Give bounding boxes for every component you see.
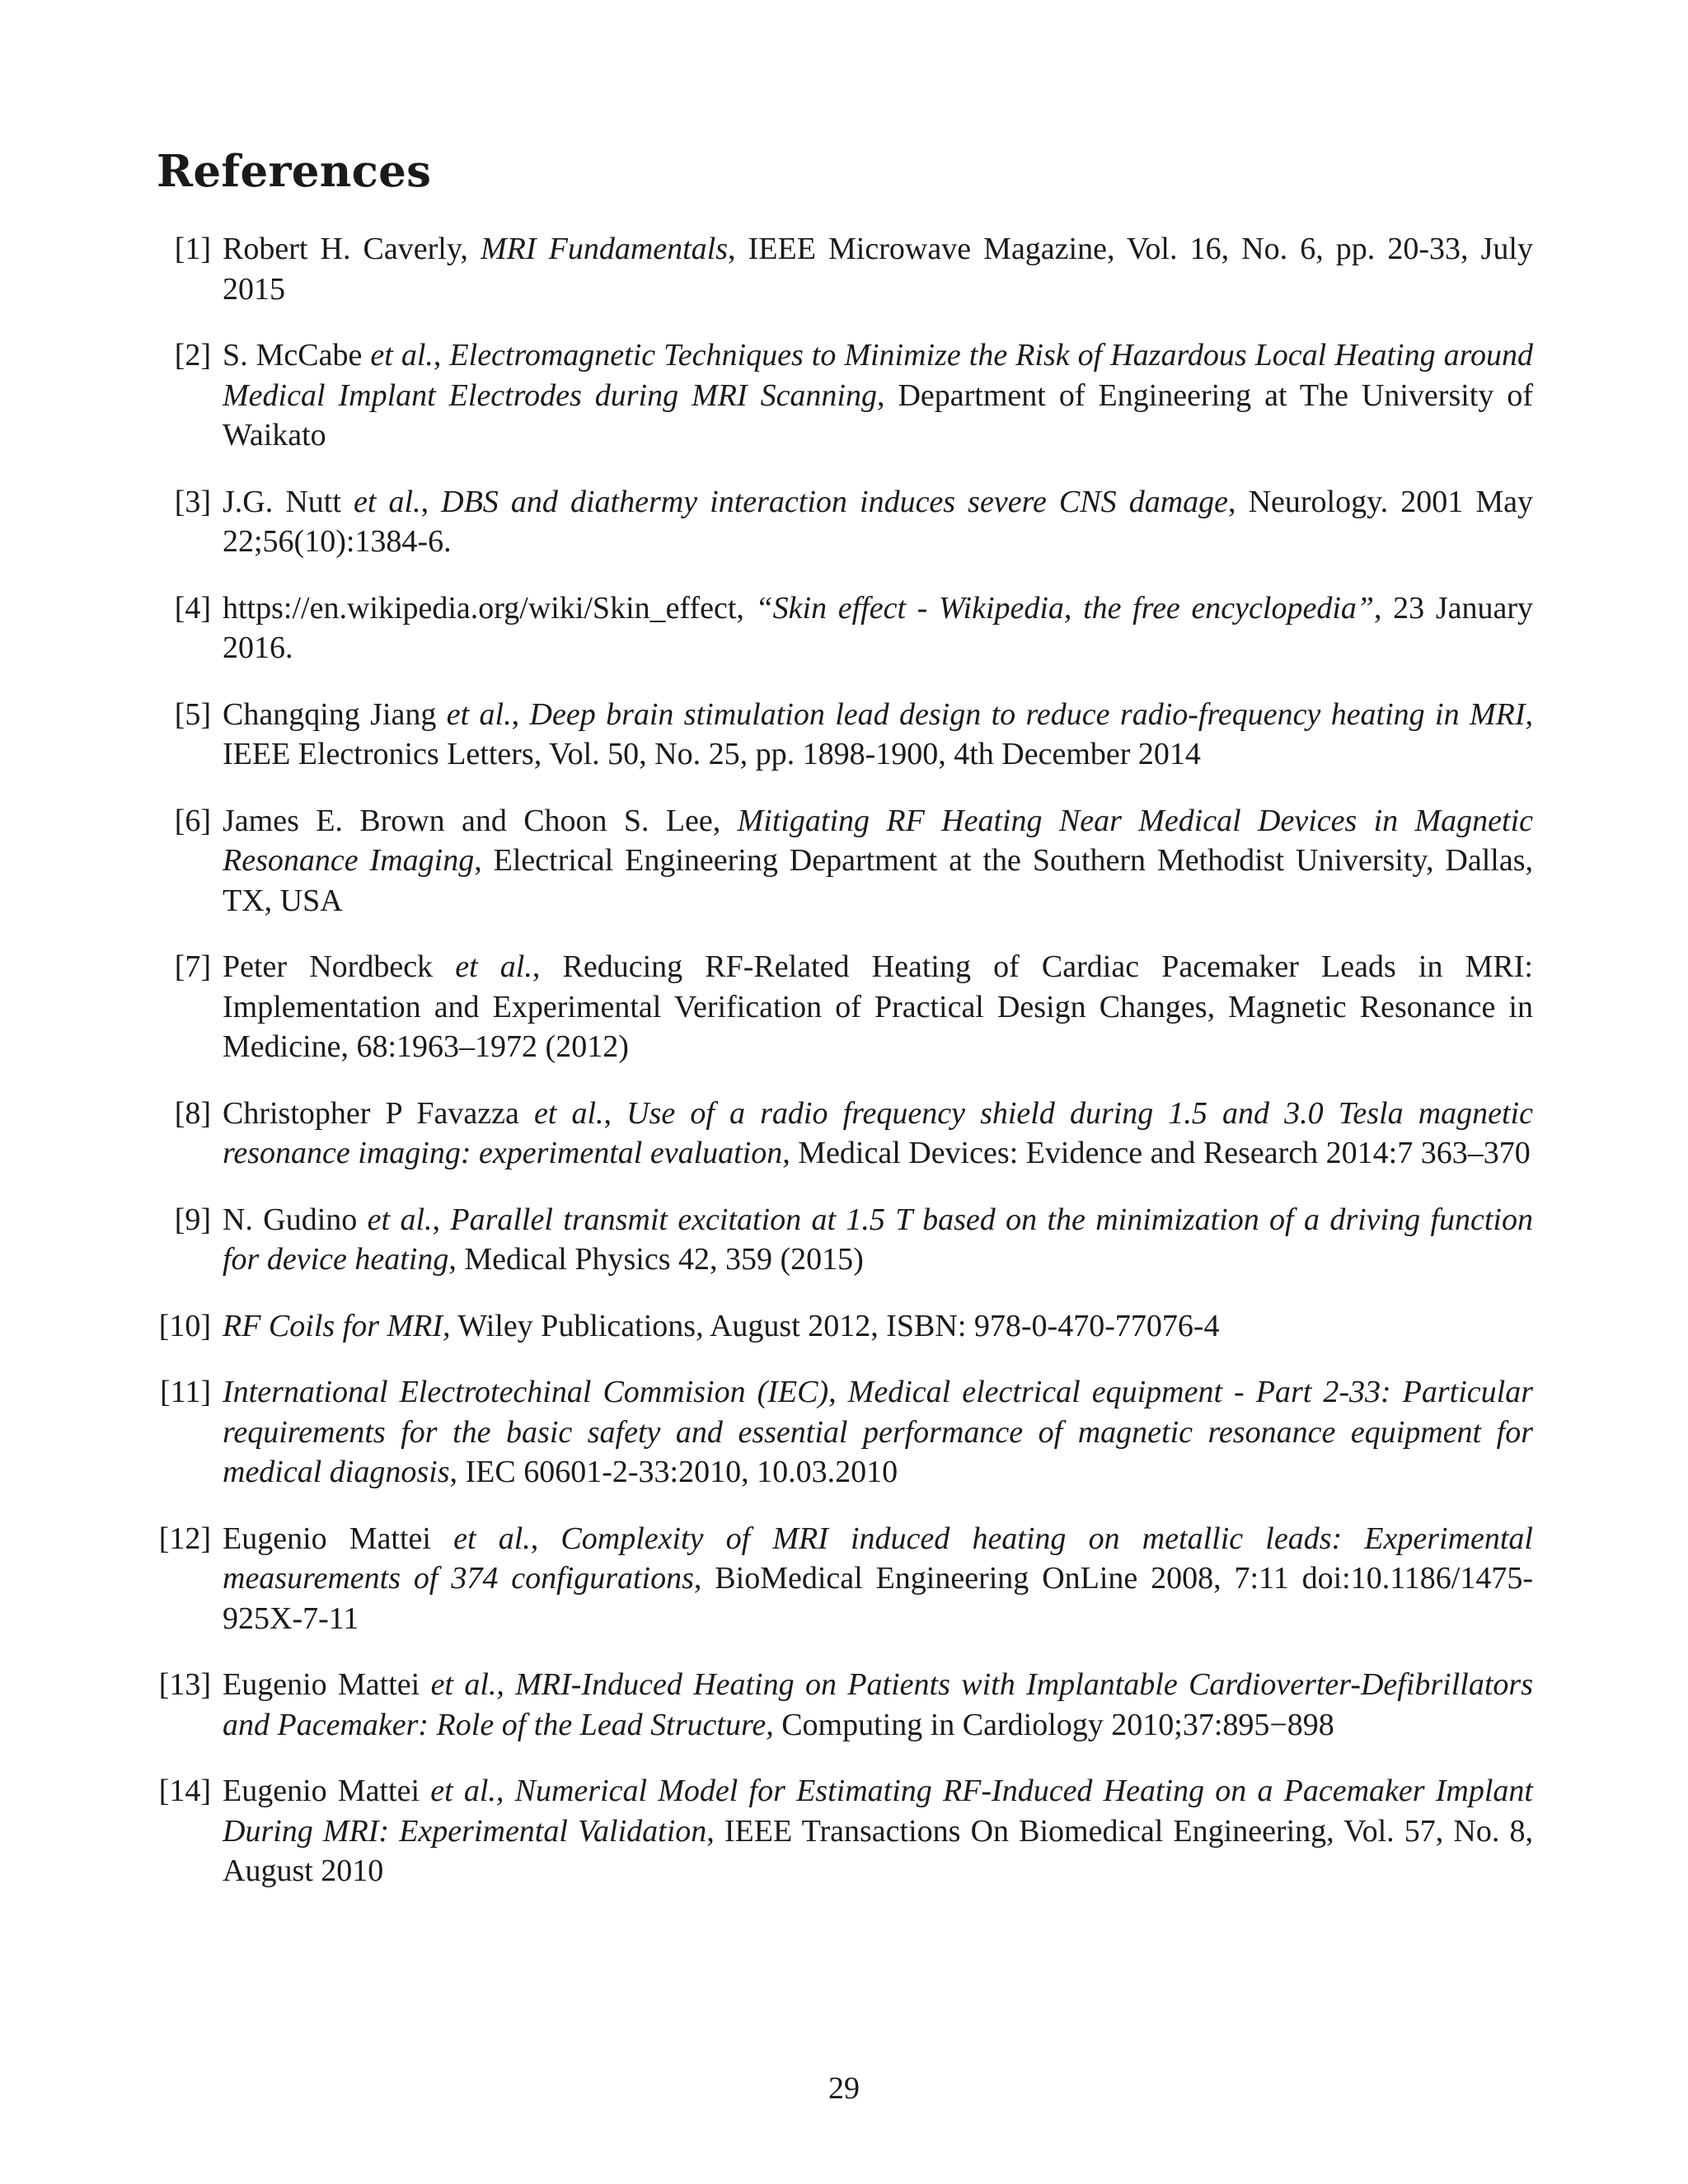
- reference-text: [223, 1771, 1533, 1891]
- reference-italic-span: et al.: [353, 484, 421, 519]
- reference-number: [3]: [174, 484, 211, 519]
- reference-italic-span: et al.: [533, 1095, 604, 1131]
- reference-text-span: Peter Nordbeck: [223, 949, 456, 984]
- reference-number: [6]: [174, 803, 211, 838]
- reference-text: [223, 1094, 1533, 1174]
- reference-number: [10]: [158, 1308, 211, 1343]
- reference-text-span: , 23 January 2016.: [223, 590, 1533, 665]
- reference-item: [157, 229, 1533, 309]
- reference-italic-span: et al.: [455, 949, 532, 984]
- reference-text-span: , Medical Devices: Evidence and Research 2014:7 363–370: [782, 1136, 1531, 1170]
- reference-item: [157, 1094, 1533, 1174]
- reference-text-span: ,: [420, 484, 442, 519]
- reference-text-span: ,: [432, 1202, 451, 1237]
- reference-text: [223, 1200, 1533, 1280]
- reference-number: [7]: [174, 949, 211, 984]
- reference-italic-span: MRI Fundamentals: [480, 232, 729, 266]
- reference-text-span: ,: [530, 1521, 561, 1556]
- reference-number: [13]: [158, 1667, 211, 1702]
- reference-italic-span: et al.: [446, 696, 512, 732]
- reference-italic-span: et al.: [370, 338, 434, 373]
- reference-text-span: Robert H. Caverly,: [223, 232, 481, 266]
- reference-text-span: , Department of Engineering at The University of Waikato: [223, 377, 1533, 452]
- reference-text: [223, 229, 1533, 309]
- reference-text-span: Eugenio Mattei: [223, 1774, 431, 1808]
- reference-italic-span: et al., MRI-Induced Heating on Patients with Implantable Cardioverter-Defibrillators and Pacemaker: Role of the Lead Structure,: [223, 1667, 1533, 1742]
- reference-italic-span: et al.: [453, 1521, 531, 1556]
- reference-italic-span: Complexity of MRI induced heating on metallic leads: Experimental measurements of 374 configurations: [223, 1521, 1533, 1596]
- reference-text-span: Eugenio Mattei: [223, 1667, 431, 1702]
- reference-text: [223, 1519, 1533, 1639]
- reference-text-span: https://en.wikipedia.org/wiki/Skin_effect,: [223, 590, 756, 626]
- reference-number: [14]: [158, 1774, 211, 1808]
- reference-text-span: James E. Brown and Choon S. Lee,: [223, 803, 738, 838]
- reference-text-span: , Neurology. 2001 May 22;56(10):1384-6.: [223, 484, 1533, 559]
- reference-number: [11]: [160, 1375, 211, 1409]
- reference-italic-span: “Skin effect - Wikipedia, the free encyclopedia”: [755, 590, 1375, 626]
- reference-number: [5]: [174, 696, 211, 732]
- reference-item: [157, 1771, 1533, 1891]
- reference-italic-span: DBS and diathermy interaction induces severe CNS damage: [441, 484, 1228, 519]
- reference-text-span: J.G. Nutt: [223, 484, 354, 519]
- reference-item: [157, 1306, 1533, 1347]
- reference-text-span: , Electrical Engineering Department at the Southern Methodist University, Dallas, TX, USA: [223, 843, 1533, 918]
- reference-italic-span: Mitigating RF Heating Near Medical Devices in Magnetic Resonance Imaging: [223, 803, 1534, 878]
- reference-italic-span: et al., Numerical Model for Estimating RF-Induced Heating on a Pacemaker Implant During MRI: Experimental Validation: [223, 1774, 1533, 1849]
- page-number: 29: [828, 2071, 860, 2106]
- reference-number: [9]: [174, 1202, 211, 1237]
- reference-text-span: , Reducing RF-Related Heating of Cardiac Pacemaker Leads in MRI: Implementation and Experimental Verification of Practical Design Changes, Magnetic Resonance in Medicine, 68:1963–1972 (2012): [223, 949, 1533, 1064]
- reference-italic-span: Parallel transmit excitation at 1.5 T based on the minimization of a driving function for device heating: [223, 1202, 1533, 1277]
- reference-italic-span: et al.: [367, 1202, 433, 1237]
- reference-text: [223, 1665, 1533, 1745]
- reference-text: [223, 1372, 1533, 1493]
- reference-item: [157, 588, 1533, 668]
- reference-text-span: N. Gudino: [223, 1202, 368, 1237]
- reference-text-span: , IEEE Transactions On Biomedical Engineering, Vol. 57, No. 8, August 2010: [223, 1813, 1533, 1888]
- reference-item: [157, 695, 1533, 775]
- reference-italic-span: Use of a radio frequency shield during 1.5 and 3.0 Tesla magnetic resonance imaging: experimental evaluation: [223, 1095, 1533, 1170]
- reference-text-span: Eugenio Mattei: [223, 1521, 454, 1556]
- reference-text-span: Changqing Jiang: [223, 696, 447, 732]
- reference-text-span: Wiley Publications, August 2012, ISBN: 978-0-470-77076-4: [450, 1308, 1220, 1343]
- reference-text-span: IEEE Electronics Letters, Vol. 50, No. 25, pp. 1898-1900, 4th December 2014: [223, 737, 1201, 771]
- reference-list: [157, 229, 1533, 1918]
- section-heading: References: [157, 146, 432, 197]
- reference-item: [157, 335, 1533, 456]
- reference-item: [157, 947, 1533, 1067]
- reference-number: [1]: [174, 232, 211, 266]
- reference-number: [2]: [174, 338, 211, 373]
- reference-text-span: , BioMedical Engineering OnLine 2008, 7:11 doi:10.1186/1475-925X-7-11: [223, 1561, 1534, 1636]
- reference-italic-span: Deep brain stimulation lead design to reduce radio-frequency heating in MRI,: [529, 696, 1534, 732]
- reference-item: [157, 1200, 1533, 1280]
- reference-item: [157, 1665, 1533, 1745]
- reference-item: [157, 1519, 1533, 1639]
- reference-italic-span: RF Coils for MRI,: [223, 1308, 451, 1343]
- reference-text-span: ,: [511, 696, 530, 732]
- reference-text: [223, 335, 1533, 456]
- reference-item: [157, 801, 1533, 921]
- reference-text-span: Christopher P Favazza: [223, 1095, 534, 1131]
- reference-item: [157, 482, 1533, 562]
- reference-text: [223, 482, 1533, 562]
- reference-text: [223, 588, 1533, 668]
- reference-number: [4]: [174, 590, 211, 626]
- reference-text-span: , IEEE Microwave Magazine, Vol. 16, No. 6, pp. 20-33, July 2015: [223, 232, 1533, 307]
- reference-item: [157, 1372, 1533, 1493]
- reference-text: [223, 947, 1533, 1067]
- reference-text-span: , Medical Physics 42, 359 (2015): [448, 1242, 864, 1277]
- reference-text: [223, 1306, 1533, 1347]
- reference-text-span: ,: [433, 338, 450, 373]
- reference-text-span: S. McCabe: [223, 338, 371, 373]
- reference-number: [12]: [158, 1521, 211, 1556]
- reference-italic-span: International Electrotechinal Commision (IEC), Medical electrical equipment - Part 2-33: Particular requirements for the basic safety and essential performance of magnetic resonance equipment for medical diagnosis: [223, 1375, 1533, 1489]
- reference-text: [223, 695, 1533, 775]
- reference-text-span: Computing in Cardiology 2010;37:895−898: [773, 1707, 1334, 1742]
- reference-text-span: , IEC 60601-2-33:2010, 10.03.2010: [449, 1455, 898, 1489]
- reference-text-span: ,: [603, 1095, 627, 1131]
- reference-text: [223, 801, 1533, 921]
- reference-italic-span: Electromagnetic Techniques to Minimize the Risk of Hazardous Local Heating around Medical Implant Electrodes during MRI Scanning: [223, 338, 1534, 413]
- reference-number: [8]: [174, 1095, 211, 1131]
